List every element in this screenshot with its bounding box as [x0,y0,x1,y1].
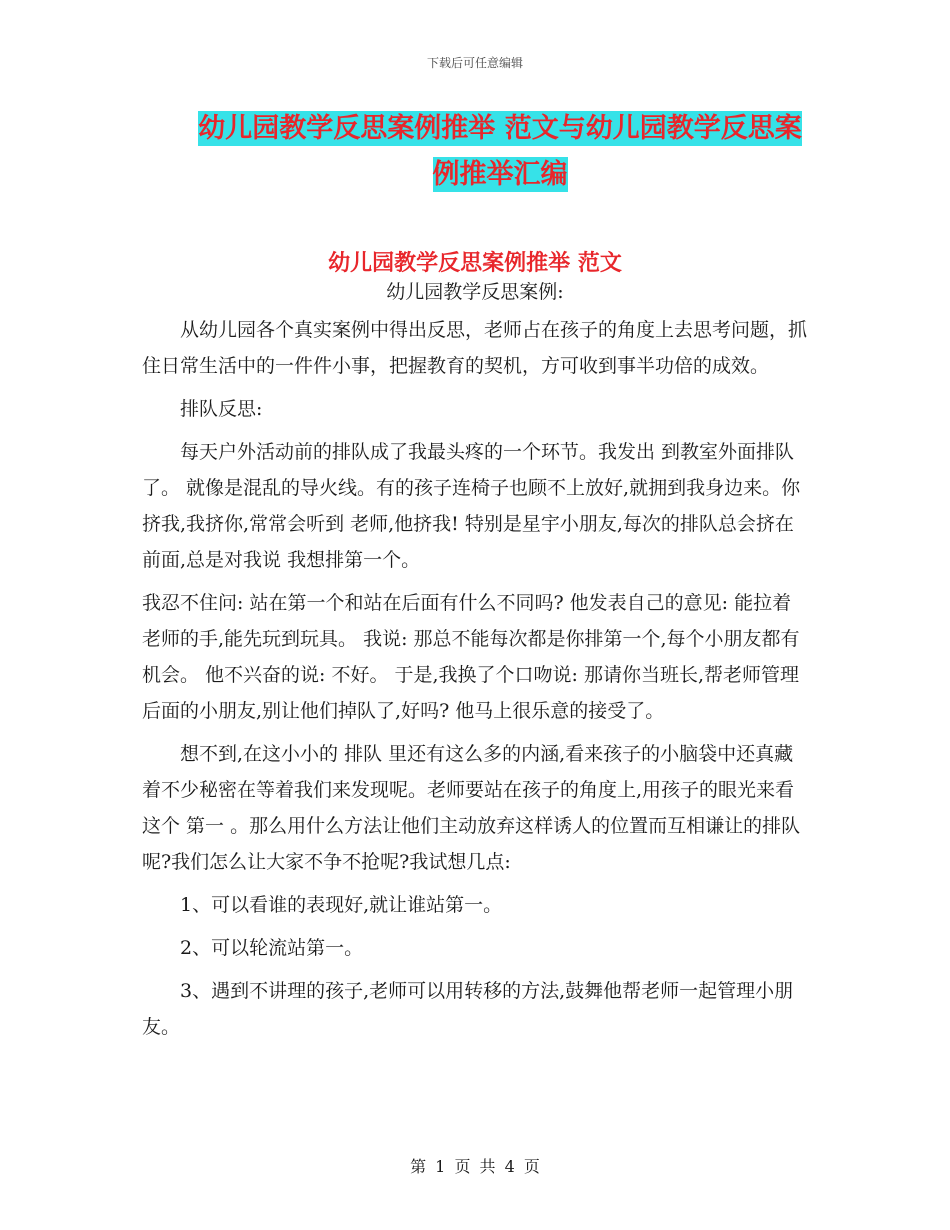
intro-label: 幼儿园教学反思案例: [386,281,564,303]
paragraph-queue-3: 想不到,在这小小的 排队 里还有这么多的内涵,看来孩子的小脑袋中还真藏着不少秘密在等着我们来发现呢。老师要站在孩子的角度上,用孩子的眼光来看这个 第一 。那么用什么方法让他们主动放弃这样诱人的位置而互相谦让的排队呢?我们怎么让大家不争不抢呢?我试想几点: [142,743,801,873]
paragraph-queue-2: 我忍不住问: 站在第一个和站在后面有什么不同吗? 他发表自己的意见: 能拉着老师的手,能先玩到玩具。 我说: 那总不能每次都是你排第一个,每个小朋友都有机会。 他不兴奋的说: 不好。 于是,我换了个口吻说: 那请你当班长,帮老师管理后面的小朋友,别让他们掉队了,好吗? 他马上很乐意的接受了。 [142,592,800,722]
main-title [188,106,812,198]
list-item-1: 1、可以看谁的表现好,就让谁站第一。 [180,894,503,916]
list-item-3: 3、遇到不讲理的孩子,老师可以用转移的方法,鼓舞他帮老师一起管理小朋友。 [142,980,794,1038]
page-footer: 第 1 页 共 4 页 [410,1157,540,1176]
section-heading-queue: 排队反思: [180,398,263,420]
paragraph-intro: 从幼儿园各个真实案例中得出反思，老师占在孩子的角度上去思考问题，抓住日常生活中的一件件小事，把握教育的契机，方可收到事半功倍的成效。 [142,319,808,377]
main-title-text: 幼儿园教学反思案例推举 范文与幼儿园教学反思案例推举汇编 [198,113,802,190]
paragraph-queue-1: 每天户外活动前的排队成了我最头疼的一个环节。我发出 到教室外面排队了。 就像是混乱的导火线。有的孩子连椅子也顾不上放好,就拥到我身边来。你挤我,我挤你,常常会听到 老师,他挤我! 特别是星宇小朋友,每次的排队总会挤在前面,总是对我说 我想排第一个。 [142,441,801,571]
header-note: 下载后可任意编辑 [426,56,523,70]
list-item-2: 2、可以轮流站第一。 [180,937,364,959]
sub-title: 幼儿园教学反思案例推举 范文 [328,251,622,276]
body-text [142,312,808,1052]
